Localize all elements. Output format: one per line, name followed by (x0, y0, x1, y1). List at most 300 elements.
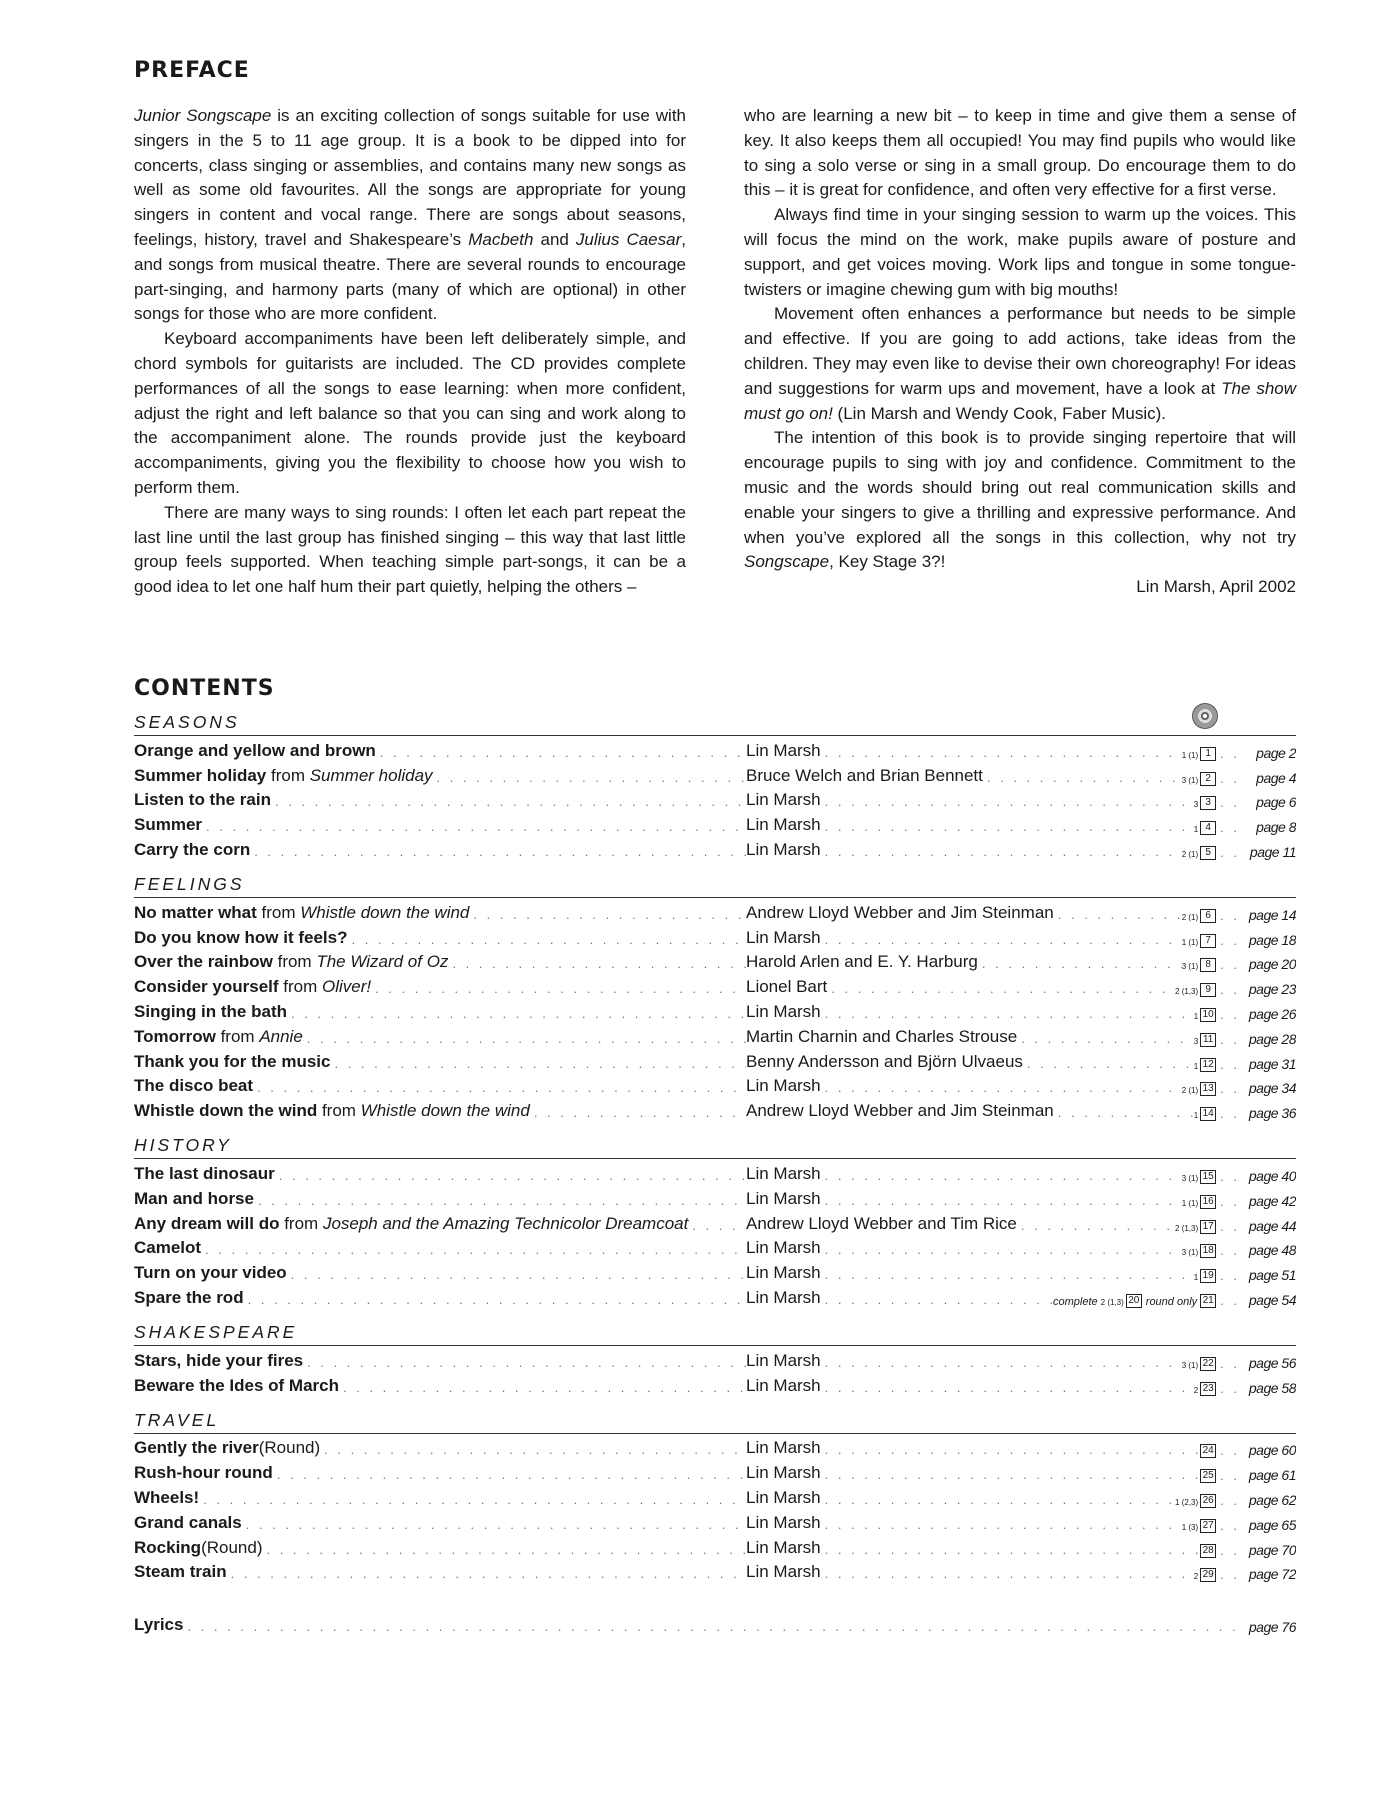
toc-row (134, 1258, 1296, 1283)
vocal-parts: 1 (1193, 1273, 1199, 1283)
dot-leader (821, 793, 1194, 810)
dot-leader (242, 1516, 746, 1533)
toc-author-cell (746, 1263, 1296, 1283)
toc-row (134, 1159, 1296, 1184)
vocal-parts: 3 (1) (1181, 1173, 1199, 1183)
cd-track-number: 20 (1126, 1294, 1142, 1308)
contents-heading: CONTENTS (134, 676, 275, 701)
author-name: Lin Marsh (746, 1438, 821, 1458)
dot-leader (821, 843, 1182, 860)
dot-leader (250, 843, 746, 860)
dot-leader (821, 1354, 1182, 1371)
category-heading: SHAKESPEARE (134, 1322, 1296, 1346)
toc-author-cell (746, 1076, 1296, 1096)
toc-author-cell (746, 1052, 1296, 1072)
dot-leader (821, 1167, 1182, 1184)
show-title: The Wizard of Oz (316, 952, 449, 972)
show-title: Summer holiday (309, 765, 433, 785)
dot-leader: . . (1220, 907, 1240, 923)
dot-leader (287, 1266, 746, 1283)
author-name: Lin Marsh (746, 815, 821, 835)
dot-leader (275, 1167, 746, 1184)
toc-author-cell (746, 1562, 1296, 1582)
lyrics-title: Lyrics (134, 1615, 184, 1635)
dot-leader (201, 1241, 746, 1258)
toc-title-cell (134, 1052, 746, 1072)
preface-left-column (134, 104, 686, 600)
author-name: Lin Marsh (746, 1487, 821, 1507)
toc-author-cell (746, 1513, 1296, 1533)
page-number: page 18 (1248, 931, 1296, 948)
toc-row (134, 1434, 1296, 1459)
dot-leader (371, 980, 746, 997)
dot-leader (262, 1541, 746, 1558)
vocal-parts: 1 (1193, 1061, 1199, 1071)
page-number: page 4 (1256, 769, 1296, 786)
toc-row (134, 1234, 1296, 1259)
toc-title-cell (134, 1189, 746, 1209)
dot-leader: . . (1220, 844, 1240, 860)
toc-title-cell (134, 815, 746, 835)
dot-leader: . . (1220, 957, 1240, 973)
preface-right-column (744, 104, 1296, 600)
dot-leader (821, 818, 1194, 835)
vocal-parts: 1 (1193, 825, 1199, 835)
vocal-parts: 3 (1) (1181, 1360, 1199, 1370)
round-only-label: round only (1145, 1295, 1198, 1308)
toc-author-cell (746, 1288, 1296, 1308)
dot-leader (1017, 1030, 1194, 1047)
author-name: Lin Marsh (746, 1001, 821, 1021)
category-heading: SEASONS (134, 712, 1296, 736)
toc-title-cell (134, 1027, 746, 1047)
page-number: page 20 (1248, 956, 1296, 973)
from-word: from (266, 765, 310, 785)
dot-leader: . . (1220, 1218, 1240, 1234)
song-title: Tomorrow (134, 1026, 216, 1046)
dot-leader (821, 744, 1182, 761)
author-name: Lin Marsh (746, 1188, 821, 1208)
author-name: Lin Marsh (746, 740, 821, 760)
dot-leader (254, 1192, 746, 1209)
dot-leader (202, 818, 746, 835)
vocal-parts: 3 (1193, 800, 1199, 810)
page-number: page 70 (1248, 1541, 1296, 1558)
toc-title-cell (134, 977, 746, 997)
toc-title-cell (134, 1513, 746, 1533)
dot-leader (821, 931, 1182, 948)
toc-title-cell (134, 766, 746, 786)
category-heading: HISTORY (134, 1135, 1296, 1159)
dot-leader (273, 1466, 746, 1483)
dot-leader (347, 931, 746, 948)
author-name: Benny Andersson and Björn Ulvaeus (746, 1051, 1023, 1071)
author-name: Lin Marsh (746, 1263, 821, 1283)
toc-author-cell (746, 952, 1296, 972)
dot-leader (339, 1379, 746, 1396)
song-title: Turn on your video (134, 1263, 287, 1283)
vocal-parts: 1 (1193, 1011, 1199, 1021)
author-name: Lin Marsh (746, 1163, 821, 1183)
author-name: Lin Marsh (746, 1562, 821, 1582)
preface-title-ref: Macbeth (468, 229, 534, 249)
dot-leader (821, 1266, 1194, 1283)
page-number: page 54 (1248, 1291, 1296, 1308)
vocal-parts: 2 (1) (1181, 1086, 1199, 1096)
toc-row (134, 1346, 1296, 1371)
page-number: page 42 (1248, 1192, 1296, 1209)
dot-leader (433, 769, 746, 786)
song-title: Whistle down the wind (134, 1101, 318, 1121)
cd-track-number: 15 (1200, 1170, 1216, 1184)
page-number: page 58 (1248, 1379, 1296, 1396)
cd-icon (1192, 703, 1218, 729)
dot-leader (821, 1441, 1201, 1458)
song-title: Stars, hide your fires (134, 1350, 304, 1370)
toc-title-cell (134, 1076, 746, 1096)
toc-row (134, 1022, 1296, 1047)
song-title: Orange and yellow and brown (134, 740, 376, 760)
from-word: from (279, 1213, 323, 1233)
page-number: page 61 (1248, 1467, 1296, 1484)
song-note: (Round) (201, 1537, 263, 1557)
toc-row (134, 1558, 1296, 1583)
preface-paragraph (134, 327, 686, 501)
toc-title-cell (134, 952, 746, 972)
toc-row (134, 898, 1296, 923)
dot-leader (821, 1241, 1182, 1258)
song-title: Summer holiday (134, 765, 267, 785)
song-title: The disco beat (134, 1076, 254, 1096)
toc-row (134, 1047, 1296, 1072)
dot-leader: . . (1220, 982, 1240, 998)
preface-text: Movement often enhances a performance but needs to be simple and effective. If you are going to add actions, take ideas from the children. They may even like to devise their own choreography! For ideas and suggestions for warm ups and movement, have a look at (744, 304, 1296, 398)
toc-title-cell (134, 1101, 746, 1121)
cd-track-number: 13 (1200, 1082, 1216, 1096)
preface-title-ref: The show must go on! (744, 378, 1297, 423)
from-word: from (278, 977, 322, 997)
dot-leader (1023, 1055, 1194, 1072)
toc-title-cell (134, 1351, 746, 1371)
dot-leader (199, 1491, 746, 1508)
author-name: Lin Marsh (746, 1287, 821, 1307)
preface-title-ref: Julius Caesar (575, 229, 682, 249)
dot-leader (821, 1516, 1182, 1533)
author-name: Lin Marsh (746, 1238, 821, 1258)
dot-leader (287, 1005, 746, 1022)
toc-title-cell (134, 1438, 746, 1458)
toc-row (134, 736, 1296, 761)
preface-title-ref: Songscape (744, 552, 830, 572)
preface-text: who are learning a new bit – to keep in time and give them a sense of key. It also keeps them all occupied! You may find pupils who would like to sing a solo verse or sing in a small group. Do encourage them to do this – it is great for confidence, and often very effective for a first verse. (744, 106, 1296, 200)
from-word: from (317, 1101, 361, 1121)
dot-leader: . . (1220, 1542, 1240, 1558)
song-title: Consider yourself (134, 977, 279, 997)
author-name: Lionel Bart (746, 977, 828, 997)
dot-leader (469, 906, 746, 923)
dot-leader: . . (1220, 1355, 1240, 1371)
vocal-parts: 1 (3) (1181, 1522, 1199, 1532)
vocal-parts: 3 (1) (1181, 775, 1199, 785)
dot-leader (303, 1354, 746, 1371)
toc-row (134, 786, 1296, 811)
toc-title-cell (134, 1376, 746, 1396)
toc-author-cell (746, 766, 1296, 786)
cd-track-number: 23 (1200, 1382, 1216, 1396)
toc-row (134, 1184, 1296, 1209)
category-heading: TRAVEL (134, 1410, 1296, 1434)
preface-paragraph (744, 426, 1296, 575)
toc-author-cell (746, 741, 1296, 761)
toc-author-cell (746, 1538, 1296, 1558)
page-number: page 56 (1248, 1354, 1296, 1371)
toc-row (134, 1096, 1296, 1121)
dot-leader (983, 769, 1182, 786)
cd-track-number: 9 (1200, 983, 1216, 997)
toc-title-cell (134, 840, 746, 860)
toc-author-cell (746, 928, 1296, 948)
cd-track-number: 29 (1200, 1568, 1216, 1582)
dot-leader (688, 1217, 746, 1234)
vocal-parts: 3 (1) (1181, 962, 1199, 972)
cd-track-number: 1 (1200, 747, 1216, 761)
song-title: Beware the Ides of March (134, 1375, 340, 1395)
vocal-parts: 2 (1,3) (1100, 1297, 1124, 1307)
toc-row (134, 1458, 1296, 1483)
from-word: from (272, 952, 317, 972)
author-name: Lin Marsh (746, 1512, 821, 1532)
song-title: Singing in the bath (134, 1001, 287, 1021)
page-number: page 36 (1248, 1105, 1296, 1122)
dot-leader (821, 1379, 1194, 1396)
page-number: page 6 (1256, 794, 1296, 811)
toc-row (134, 810, 1296, 835)
show-title: Annie (259, 1026, 303, 1046)
toc-row (134, 1508, 1296, 1533)
toc-author-cell (746, 1189, 1296, 1209)
cd-track-number: 27 (1200, 1519, 1216, 1533)
cd-track-number: 14 (1200, 1107, 1216, 1121)
dot-leader (253, 1079, 746, 1096)
page-number: page 44 (1248, 1217, 1296, 1234)
from-word: from (256, 902, 301, 922)
cd-track-number: 4 (1200, 821, 1216, 835)
dot-leader (978, 955, 1182, 972)
page-number: page 51 (1248, 1267, 1296, 1284)
toc-author-cell (746, 840, 1296, 860)
toc-title-cell (134, 741, 746, 761)
dot-leader: . . (1220, 1056, 1240, 1072)
song-title: Spare the rod (134, 1287, 244, 1307)
dot-leader (821, 1291, 1053, 1308)
preface-text: There are many ways to sing rounds: I often let each part repeat the last line until the last group has finished singing – this way that last little group feels supported. When teaching simple part-songs, it can be a good idea to let one half hum their part quietly, helping the others – (134, 502, 686, 597)
page-number: page 31 (1248, 1055, 1296, 1072)
vocal-parts: 1 (2,3) (1175, 1497, 1199, 1507)
author-name: Bruce Welch and Brian Bennett (746, 765, 983, 785)
toc-row (134, 1072, 1296, 1097)
cd-track-number: 21 (1200, 1294, 1216, 1308)
dot-leader (827, 980, 1175, 997)
dot-leader (821, 1565, 1194, 1582)
toc-author-cell (746, 1002, 1296, 1022)
dot-leader (821, 1192, 1182, 1209)
page-number: page 72 (1248, 1566, 1296, 1583)
song-title: Steam train (134, 1562, 227, 1582)
cd-track-number: 24 (1200, 1444, 1216, 1458)
song-title: Grand canals (134, 1512, 242, 1532)
preface-signature: Lin Marsh, April 2002 (1136, 577, 1296, 597)
show-title: Joseph and the Amazing Technicolor Dreamcoat (322, 1213, 689, 1233)
dot-leader (271, 793, 746, 810)
preface-paragraph (134, 501, 686, 600)
toc-row (134, 1209, 1296, 1234)
preface-paragraph (134, 104, 686, 327)
vocal-parts: 1 (1) (1181, 1198, 1199, 1208)
toc-row (134, 948, 1296, 973)
toc-row (134, 1283, 1296, 1308)
vocal-parts: 2 (1,3) (1175, 1223, 1199, 1233)
dot-leader (303, 1030, 746, 1047)
dot-leader: . . (1220, 1517, 1240, 1533)
preface-text: , Key Stage 3?! (829, 552, 946, 572)
dot-leader (1017, 1217, 1175, 1234)
page-number: page 23 (1248, 981, 1296, 998)
page-number: page 26 (1248, 1005, 1296, 1022)
toc-row (134, 923, 1296, 948)
dot-leader: . . (1220, 795, 1240, 811)
toc-title-cell (134, 1538, 746, 1558)
dot-leader (821, 1491, 1175, 1508)
toc-author-cell (746, 1488, 1296, 1508)
toc-author-cell (746, 1164, 1296, 1184)
dot-leader: . . (1220, 1268, 1240, 1284)
preface-text: , and songs from musical theatre. There are several rounds to encourage part-singing, and harmony parts (many of which are optional) in other songs for those who are more confident. (134, 229, 686, 324)
toc-title-cell (134, 790, 746, 810)
song-title: Over the rainbow (134, 952, 273, 972)
song-title: Carry the corn (134, 839, 251, 859)
dot-leader: . . (1220, 745, 1240, 761)
dot-leader (821, 1541, 1201, 1558)
dot-leader (821, 1005, 1194, 1022)
toc-author-cell (746, 1238, 1296, 1258)
toc-author-cell (746, 977, 1296, 997)
vocal-parts: 3 (1193, 1036, 1199, 1046)
vocal-parts: 2 (1,3) (1175, 987, 1199, 997)
dot-leader: . . (1220, 770, 1240, 786)
toc-author-cell (746, 1438, 1296, 1458)
preface-paragraph (744, 302, 1296, 426)
song-title: Gently the river (134, 1438, 259, 1458)
toc-row (134, 1533, 1296, 1558)
author-name: Lin Marsh (746, 1537, 821, 1557)
author-name: Lin Marsh (746, 1350, 821, 1370)
author-name: Martin Charnin and Charles Strouse (746, 1026, 1018, 1046)
dot-leader (376, 744, 746, 761)
vocal-parts: 2 (1193, 1385, 1199, 1395)
cd-track-number: 7 (1200, 934, 1216, 948)
cd-track-number: 2 (1200, 772, 1216, 786)
toc-title-cell (134, 1263, 746, 1283)
dot-leader: . . (1220, 1443, 1240, 1459)
cd-track-number: 18 (1200, 1244, 1216, 1258)
dot-leader: . . (1220, 1106, 1240, 1122)
show-title: Whistle down the wind (360, 1101, 530, 1121)
preface-text: The intention of this book is to provide singing repertoire that will encourage pupils to sing with joy and confidence. Commitment to the music and the words should bring out real communication skills and enable your singers to give a thrilling and expressive performance. And when you’ve explored all the songs in this collection, why not try (744, 428, 1296, 547)
page-number: page 34 (1248, 1080, 1296, 1097)
page-number: page 8 (1256, 819, 1296, 836)
page-number: page 48 (1248, 1242, 1296, 1259)
toc-title-cell (134, 1562, 746, 1582)
cd-track-number: 28 (1200, 1544, 1216, 1558)
toc-row (134, 1483, 1296, 1508)
toc-author-cell (746, 903, 1296, 923)
cd-track-number: 5 (1200, 846, 1216, 860)
toc-row (134, 835, 1296, 860)
song-title: Wheels! (134, 1487, 200, 1507)
page-number: page 62 (1248, 1491, 1296, 1508)
preface-text: and (533, 229, 576, 249)
cd-track-number: 11 (1200, 1033, 1216, 1047)
vocal-parts: 1 (1) (1181, 750, 1199, 760)
page-number: page 11 (1249, 843, 1296, 860)
dot-leader: . . (1220, 1243, 1240, 1259)
toc-title-cell (134, 1488, 746, 1508)
author-name: Lin Marsh (746, 1375, 821, 1395)
preface-columns (134, 104, 1296, 600)
toc-author-cell (746, 1101, 1296, 1121)
cd-track-number: 6 (1200, 909, 1216, 923)
toc-row (134, 997, 1296, 1022)
dot-leader: . . (1220, 1292, 1240, 1308)
cd-track-number: 12 (1200, 1058, 1216, 1072)
preface-text: Always find time in your singing session to warm up the voices. This will focus the mind on the work, make pupils aware of posture and support, and get voices moving. Work lips and tongue in some tongue-twisters or imagine chewing gum with big mouths! (744, 205, 1296, 299)
toc-title-cell (134, 1002, 746, 1022)
dot-leader (330, 1055, 746, 1072)
cd-track-number: 22 (1200, 1357, 1216, 1371)
page-number: page 28 (1248, 1030, 1296, 1047)
cd-track-number: 25 (1200, 1469, 1216, 1483)
song-title: Rocking (134, 1537, 202, 1557)
author-name: Lin Marsh (746, 1463, 821, 1483)
author-name: Harold Arlen and E. Y. Harburg (746, 952, 978, 972)
dot-leader: . . (1220, 1168, 1240, 1184)
author-name: Andrew Lloyd Webber and Jim Steinman (746, 1101, 1054, 1121)
toc-author-cell (746, 1214, 1296, 1234)
complete-label: complete (1053, 1295, 1098, 1308)
cd-track-number: 19 (1200, 1269, 1216, 1283)
preface-paragraph (744, 104, 1296, 203)
dot-leader (821, 1079, 1182, 1096)
preface-text: Keyboard accompaniments have been left deliberately simple, and chord symbols for guitarists are included. The CD provides complete performances of all the songs to ease learning: when more confident, adjust the right and left balance so that you can sing and work along to the accompaniment alone. The rounds provide just the keyboard accompaniments, giving you the flexibility to choose how you wish to perform them. (134, 329, 686, 497)
song-title: Camelot (134, 1238, 202, 1258)
from-word: from (215, 1026, 260, 1046)
toc-title-cell (134, 1164, 746, 1184)
author-name: Andrew Lloyd Webber and Tim Rice (746, 1213, 1017, 1233)
category-heading: FEELINGS (134, 874, 1296, 898)
toc-author-cell (746, 1027, 1296, 1047)
dot-leader: . . (1220, 1006, 1240, 1022)
toc-row (134, 972, 1296, 997)
toc-author-cell (746, 1463, 1296, 1483)
vocal-parts: 3 (1) (1181, 1248, 1199, 1258)
toc-author-cell (746, 1351, 1296, 1371)
page-number: page 40 (1248, 1167, 1296, 1184)
toc-author-cell (746, 815, 1296, 835)
dot-leader: . . (1220, 820, 1240, 836)
toc-author-cell (746, 790, 1296, 810)
song-title: The last dinosaur (134, 1163, 275, 1183)
dot-leader (183, 1618, 1242, 1635)
